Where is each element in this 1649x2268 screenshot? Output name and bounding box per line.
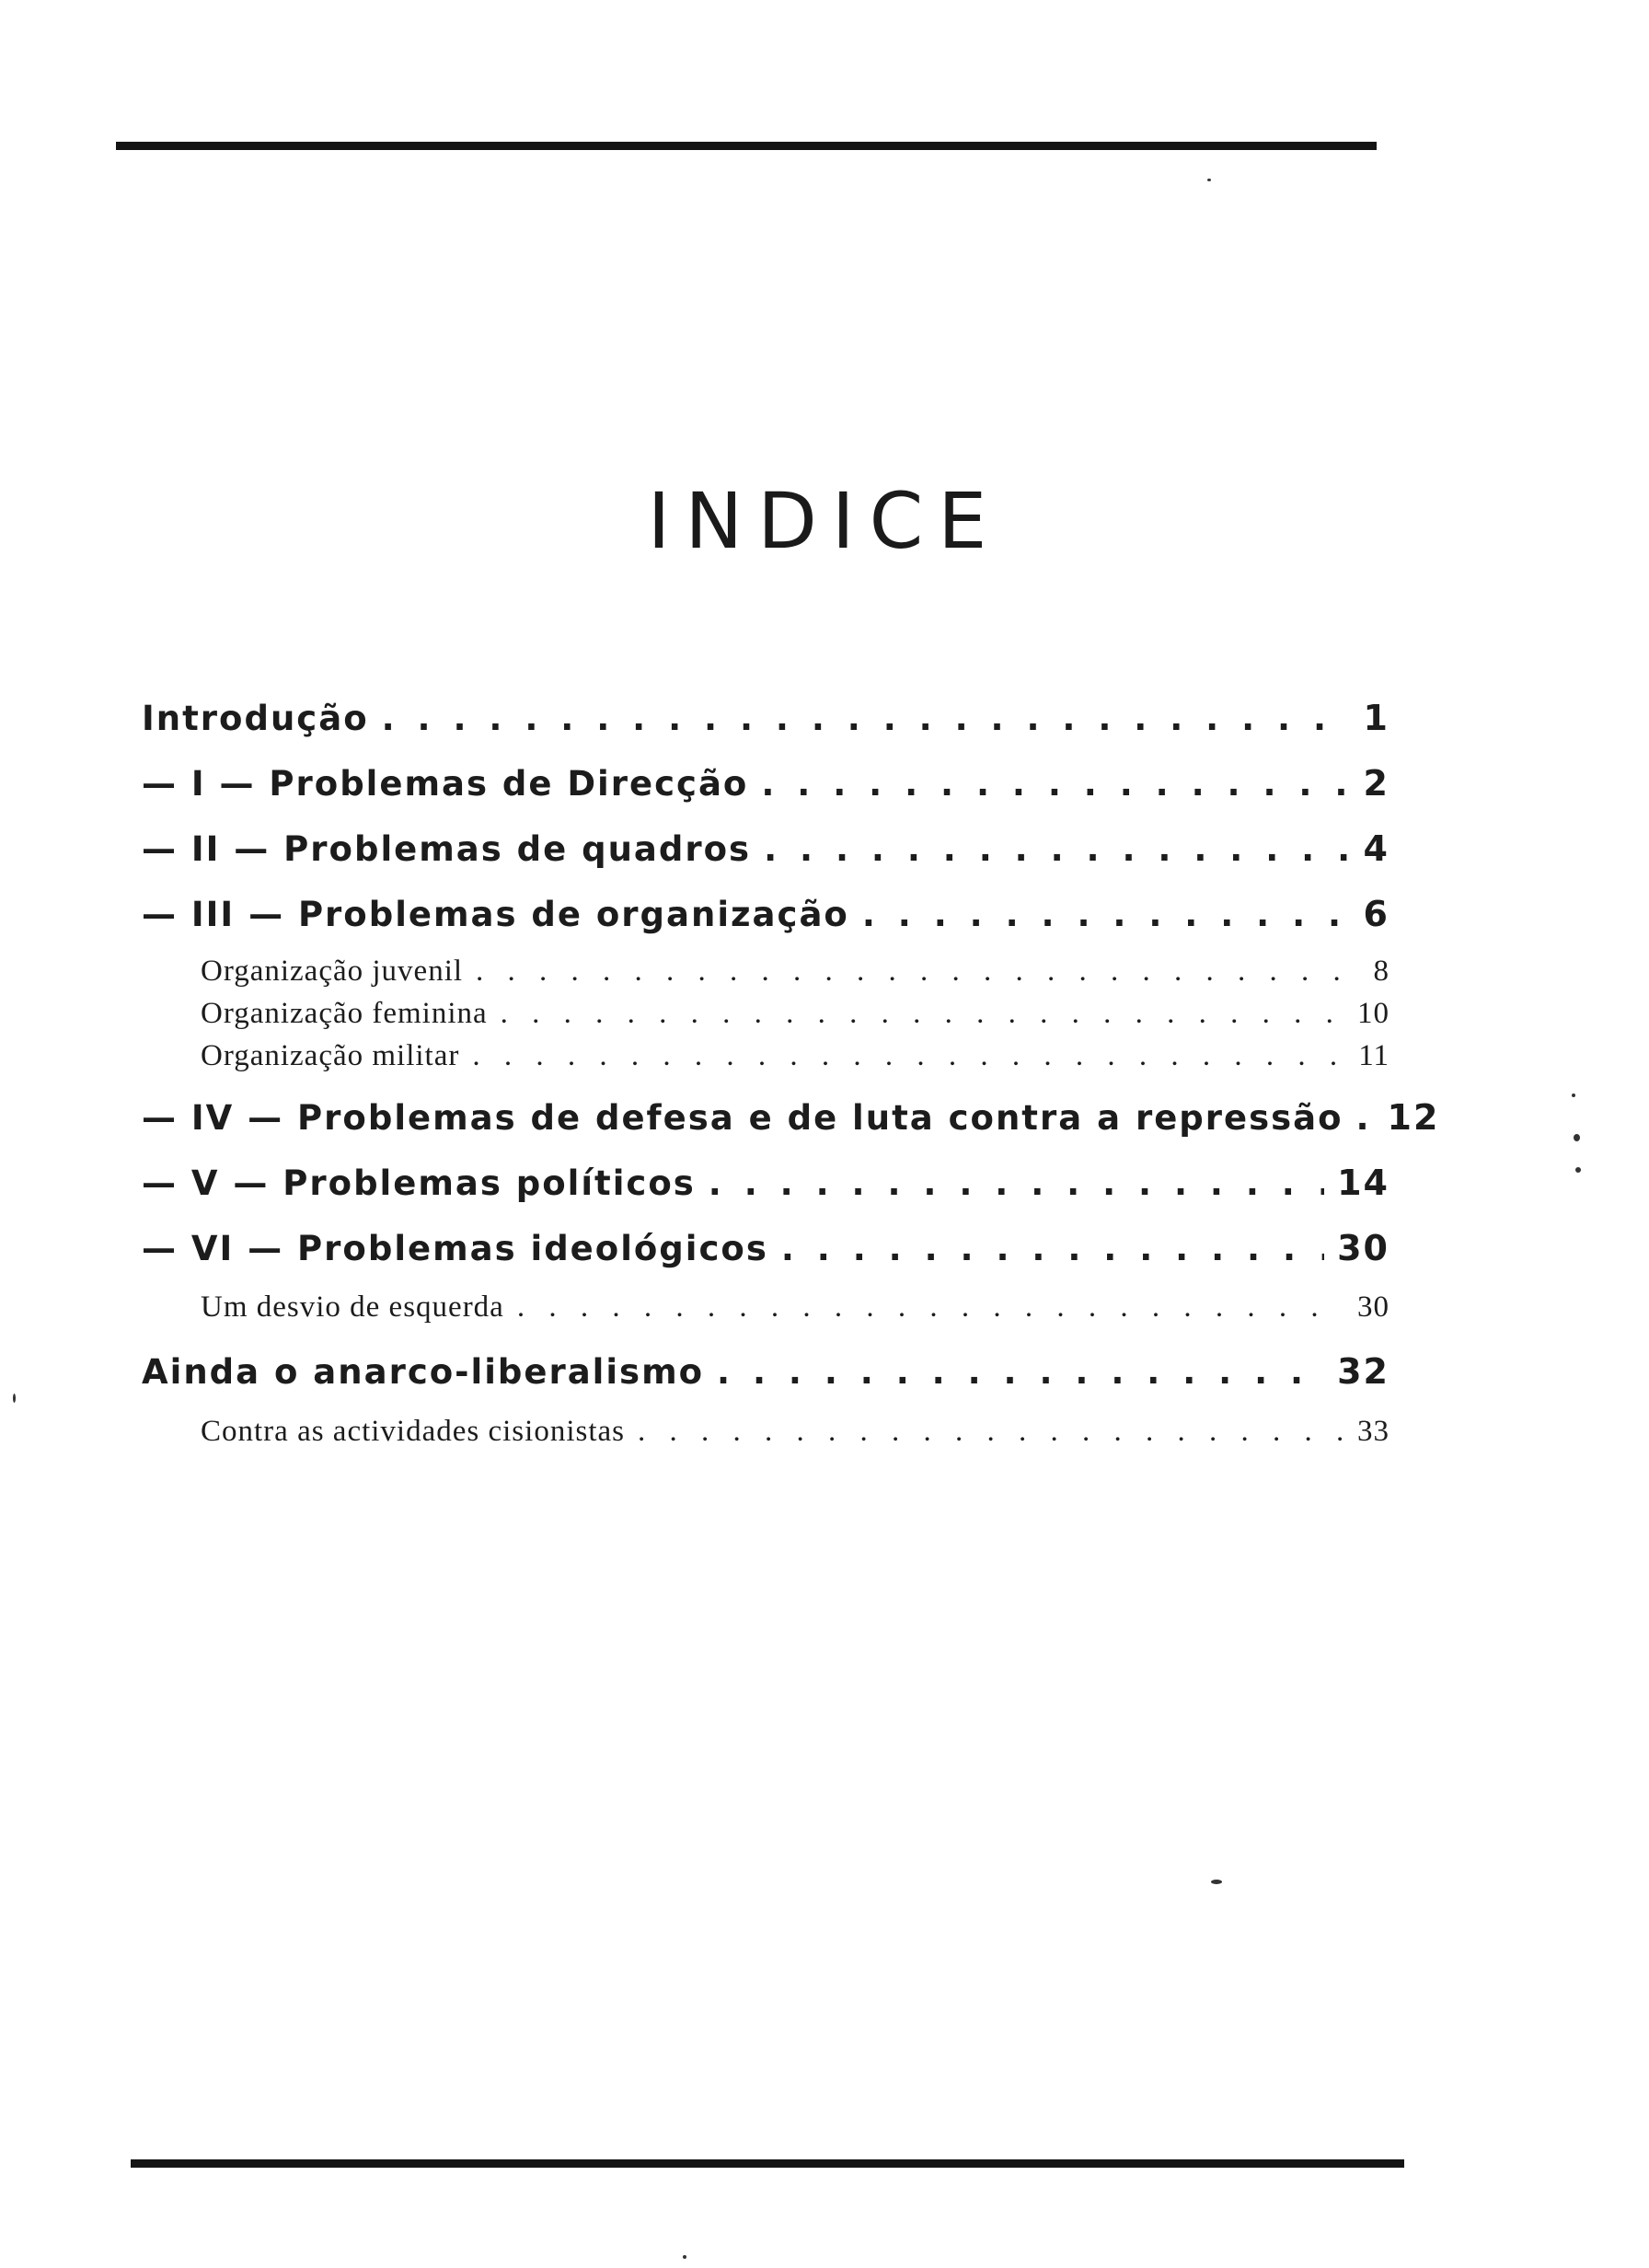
dot-leader xyxy=(761,758,1350,810)
scan-speck xyxy=(1574,1134,1580,1141)
toc-entry-anarco-liberalismo xyxy=(142,1346,1390,1398)
toc-entry-chapter-ii xyxy=(142,823,1390,875)
dot-leader xyxy=(476,950,1360,992)
toc-subentry-actividades-cisionistas xyxy=(201,1410,1390,1452)
dot-leader xyxy=(517,1286,1344,1328)
toc-entry-label: Contra as actividades cisionistas xyxy=(201,1415,625,1448)
toc-entry-label: — II — Problemas de quadros xyxy=(142,829,752,869)
toc-subentry-desvio-de-esquerda xyxy=(201,1286,1390,1328)
toc-entry-label: Organização militar xyxy=(201,1039,460,1072)
toc-entry-page-number: 12 xyxy=(1387,1097,1440,1138)
page-title: INDICE xyxy=(647,476,1002,567)
scan-speck xyxy=(1572,1094,1575,1097)
dot-leader xyxy=(382,693,1351,745)
toc-entry-page-number: 32 xyxy=(1337,1351,1390,1392)
scan-speck xyxy=(13,1394,16,1403)
toc-entry-chapter-i xyxy=(142,758,1390,810)
toc-entry-page-number: 1 xyxy=(1363,698,1390,738)
toc-subentry-organizacao-feminina xyxy=(201,992,1390,1035)
toc-entry-introducao xyxy=(142,692,1390,745)
dot-leader xyxy=(638,1410,1344,1452)
toc-entry-label: — IV — Problemas de defesa e de luta contra a repressão xyxy=(142,1098,1343,1138)
toc-entry-page-number: 10 xyxy=(1357,997,1390,1030)
dot-leader xyxy=(781,1223,1324,1275)
dot-leader xyxy=(862,889,1351,941)
toc-entry-page-number: 8 xyxy=(1373,955,1390,988)
dot-leader xyxy=(764,824,1350,875)
toc-entry-page-number: 4 xyxy=(1363,828,1390,869)
toc-entry-page-number: 2 xyxy=(1363,763,1390,804)
toc-entry-label: — VI — Problemas ideológicos xyxy=(142,1229,768,1268)
dot-leader xyxy=(501,992,1344,1035)
toc-entry-label: Um desvio de esquerda xyxy=(201,1290,504,1324)
dot-leader xyxy=(709,1158,1324,1209)
toc-subentry-organizacao-militar xyxy=(201,1035,1390,1077)
dot-leader xyxy=(1356,1093,1375,1144)
toc-entry-chapter-iii xyxy=(142,888,1390,941)
toc-entry-label: Organização juvenil xyxy=(201,955,464,988)
toc-entry-page-number: 14 xyxy=(1337,1163,1390,1203)
toc-entry-chapter-v xyxy=(142,1157,1390,1209)
toc-entry-page-number: 30 xyxy=(1337,1228,1390,1268)
toc-entry-label: Introdução xyxy=(142,699,369,738)
bottom-rule xyxy=(131,2159,1404,2168)
scan-speck xyxy=(1207,179,1211,181)
toc-entry-page-number: 6 xyxy=(1363,894,1390,934)
toc-entry-label: Organização feminina xyxy=(201,997,488,1030)
toc-entry-label: — V — Problemas políticos xyxy=(142,1163,696,1203)
toc-entry-chapter-vi xyxy=(142,1222,1390,1275)
dot-leader xyxy=(717,1347,1324,1398)
toc-entry-chapter-iv xyxy=(142,1092,1440,1144)
toc-entry-label: — III — Problemas de organização xyxy=(142,895,849,934)
toc-entry-page-number: 11 xyxy=(1358,1039,1390,1072)
toc-entry-label: — I — Problemas de Direcção xyxy=(142,764,749,804)
scan-speck xyxy=(683,2255,686,2259)
scan-speck xyxy=(1211,1880,1222,1884)
top-rule xyxy=(116,142,1377,150)
toc-entry-page-number: 33 xyxy=(1357,1415,1390,1448)
toc-entry-label: Ainda o anarco-liberalismo xyxy=(142,1352,705,1392)
scan-speck xyxy=(1575,1167,1581,1173)
toc-subentry-organizacao-juvenil xyxy=(201,950,1390,992)
dot-leader xyxy=(472,1035,1345,1077)
toc-entry-page-number: 30 xyxy=(1357,1290,1390,1324)
